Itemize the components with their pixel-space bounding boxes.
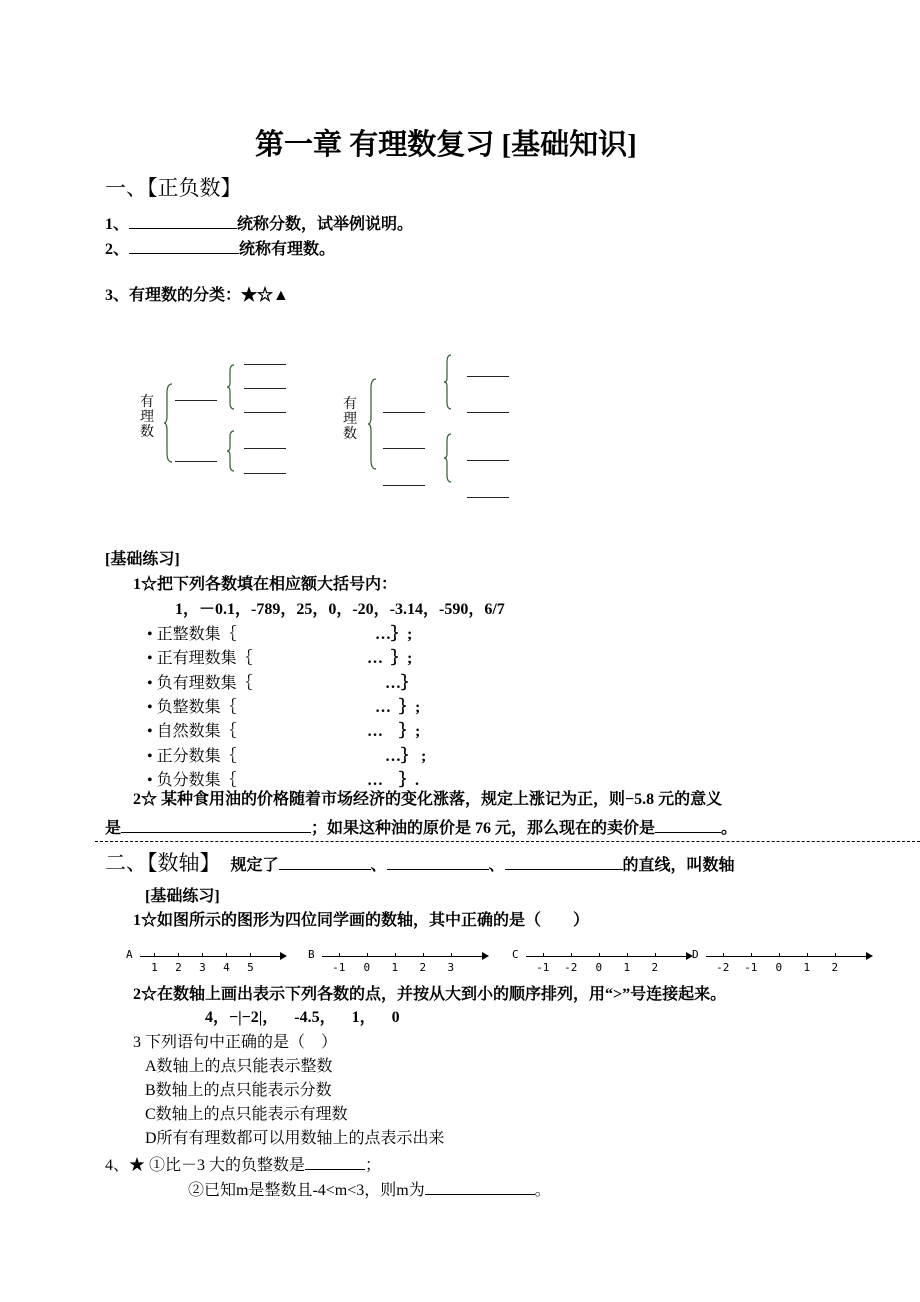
set-name: 正有理数集｛ (156, 650, 253, 668)
answer-blank[interactable] (244, 412, 286, 413)
option-label: C (512, 948, 519, 961)
axis-line (526, 956, 686, 957)
brace-icon (164, 383, 174, 463)
question-3: 3、有理数的分类：★☆▲ (105, 287, 289, 304)
brace-icon (444, 354, 452, 410)
set-end: …｝ ; (385, 747, 427, 765)
tick-label: -1 (332, 961, 346, 974)
answer-blank[interactable] (655, 816, 721, 833)
tick-label: -2 (716, 961, 730, 974)
brace-icon (444, 433, 452, 483)
answer-blank[interactable] (175, 400, 217, 401)
q2-text: 统称有理数。 (239, 241, 336, 258)
tick-mark (423, 953, 424, 957)
q1-number: 1、 (105, 216, 130, 233)
axis-line (322, 956, 482, 957)
option-label: B (308, 948, 315, 961)
answer-blank[interactable] (467, 376, 509, 377)
arrow-icon (482, 952, 489, 960)
text: 。 (534, 1182, 551, 1199)
tick-label: 0 (363, 961, 371, 974)
set-item (147, 649, 413, 669)
tick-label: 1 (623, 961, 631, 974)
diagram-label: 有理数 (343, 396, 357, 442)
bullet: • (147, 698, 157, 716)
tick-label: 4 (223, 961, 230, 974)
set-name: 正整数集｛ (156, 626, 237, 643)
arrow-icon (866, 952, 873, 960)
question-1 (105, 212, 413, 235)
axis-line (140, 956, 280, 957)
text: ②已知m是整数且-4<m<3，则m为 (188, 1182, 425, 1199)
option-label: D (692, 948, 699, 961)
number-line-option-b (308, 946, 498, 976)
tick-label: 0 (775, 961, 783, 974)
answer-blank[interactable] (175, 461, 217, 462)
page-title: 第一章 有理数复习 [基础知识] (255, 129, 637, 161)
tick-mark (154, 953, 155, 957)
tick-label: 3 (199, 961, 206, 974)
question-2 (105, 237, 335, 260)
tick-mark (202, 953, 203, 957)
text: ； (365, 1157, 382, 1174)
bullet: • (147, 674, 157, 692)
answer-blank[interactable] (305, 1153, 365, 1170)
text: 是 (105, 820, 122, 837)
answer-blank[interactable] (121, 816, 311, 833)
set-end: …｝ (385, 674, 418, 692)
option-b: B数轴上的点只能表示分数 (145, 1082, 332, 1099)
tick-label: 2 (831, 961, 839, 974)
text: 。 (721, 820, 738, 837)
option-d: D所有有理数都可以用数轴上的点表示出来 (145, 1130, 445, 1147)
set-end: … ｝; (367, 650, 413, 668)
set-end: … ｝; (375, 698, 421, 716)
answer-blank[interactable] (244, 388, 286, 389)
tick-label: 1 (151, 961, 158, 974)
set-name: 负整数集｛ (156, 698, 237, 716)
tick-label: -2 (564, 961, 578, 974)
tick-mark (250, 953, 251, 957)
bullet: • (147, 747, 157, 765)
tick-mark (655, 953, 656, 957)
text: 、 (370, 857, 387, 874)
answer-blank[interactable] (505, 853, 623, 870)
tick-mark (451, 953, 452, 957)
set-item (147, 747, 427, 767)
set-name: 自然数集｛ (156, 723, 237, 741)
answer-blank[interactable] (425, 1178, 535, 1195)
tick-mark (779, 953, 780, 957)
set-item (147, 771, 420, 791)
text: 4、★ ①比－3 大的负整数是 (105, 1157, 306, 1174)
practice-label: [基础练习] (105, 551, 180, 568)
option-label: A (126, 948, 133, 961)
tick-label: 2 (175, 961, 182, 974)
arrow-icon (280, 952, 287, 960)
text: 、 (488, 857, 505, 874)
answer-blank[interactable] (279, 853, 371, 870)
practice-question-2: 2☆ 某种食用油的价格随着市场经济的变化涨落，规定上涨记为正，则−5.8 元的意义 (133, 791, 723, 808)
tick-label: 3 (447, 961, 455, 974)
section-heading-signed-numbers: 一、【正负数】 (105, 176, 242, 200)
bullet: • (147, 650, 157, 668)
answer-blank[interactable] (383, 448, 425, 449)
bullet: • (147, 626, 157, 643)
tick-mark (807, 953, 808, 957)
set-name: 正分数集｛ (156, 747, 237, 765)
text: ；如果这种油的原价是 76 元，那么现在的卖价是 (311, 820, 656, 837)
practice-question-3: 3 下列语句中正确的是（ ） (133, 1034, 338, 1051)
tick-label: 2 (419, 961, 427, 974)
tick-mark (627, 953, 628, 957)
brace-icon (227, 364, 235, 410)
answer-blank[interactable] (244, 448, 286, 449)
number-list: 1，－0.1，-789，25，0，-20，-3.14，-590，6/7 (175, 601, 505, 618)
q2-number: 2、 (105, 241, 130, 258)
answer-blank[interactable] (244, 364, 286, 365)
tick-label: 2 (651, 961, 659, 974)
practice-question-2: 2☆在数轴上画出表示下列各数的点，并按从大到小的顺序排列，用“>”号连接起来。 (133, 986, 727, 1003)
axis-line (706, 956, 866, 957)
tick-label: 5 (247, 961, 254, 974)
set-name: 负分数集｛ (156, 771, 237, 789)
answer-blank[interactable] (467, 497, 509, 498)
tick-mark (751, 953, 752, 957)
set-end: … ｝; (367, 723, 421, 741)
bullet: • (147, 771, 157, 789)
tick-mark (543, 953, 544, 957)
set-item (147, 698, 421, 718)
tick-mark (723, 953, 724, 957)
tick-label: 1 (803, 961, 811, 974)
tick-mark (835, 953, 836, 957)
tick-label: 1 (391, 961, 399, 974)
option-a: A数轴上的点只能表示整数 (145, 1058, 333, 1075)
text: 的直线，叫数轴 (622, 857, 735, 874)
tick-label: -1 (536, 961, 550, 974)
answer-blank[interactable] (129, 237, 239, 254)
practice-question-1: 1☆如图所示的图形为四位同学画的数轴，其中正确的是（ ） (133, 912, 590, 929)
practice-label: [基础练习] (145, 888, 220, 905)
answer-blank[interactable] (387, 853, 489, 870)
answer-blank[interactable] (383, 485, 425, 486)
answer-blank[interactable] (129, 212, 237, 229)
set-end: …｝; (375, 626, 413, 643)
answer-blank[interactable] (467, 460, 509, 461)
tick-mark (339, 953, 340, 957)
divider (95, 841, 920, 842)
number-line-option-d (692, 946, 882, 976)
answer-blank[interactable] (467, 412, 509, 413)
set-item (147, 625, 413, 645)
tick-mark (178, 953, 179, 957)
number-line-option-c (512, 946, 702, 976)
tick-label: 0 (595, 961, 603, 974)
set-end: … ｝. (367, 771, 420, 789)
section-heading-number-line: 二、【数轴】 (105, 851, 221, 875)
brace-icon (368, 378, 378, 470)
set-name: 负有理数集｛ (156, 674, 253, 692)
q1-text: 统称分数，试举例说明。 (237, 216, 414, 233)
diagram-label: 有理数 (140, 394, 154, 440)
tick-mark (367, 953, 368, 957)
bullet: • (147, 723, 157, 741)
set-item (147, 674, 418, 694)
option-c: C数轴上的点只能表示有理数 (145, 1106, 348, 1123)
tick-mark (571, 953, 572, 957)
answer-blank[interactable] (244, 473, 286, 474)
tick-mark (599, 953, 600, 957)
answer-blank[interactable] (383, 412, 425, 413)
tick-mark (395, 953, 396, 957)
practice-question-4a (105, 1153, 381, 1176)
set-item (147, 722, 421, 742)
tick-mark (226, 953, 227, 957)
text: 规定了 (230, 857, 279, 874)
practice-question-1: 1☆把下列各数填在相应额大括号内： (133, 576, 398, 593)
tick-label: -1 (744, 961, 758, 974)
number-list: 4，−|−2|， -4.5， 1， 0 (205, 1009, 400, 1026)
brace-icon (227, 430, 235, 472)
number-line-option-a (126, 946, 296, 976)
practice-question-2-cont (105, 816, 737, 839)
section-2-heading-line (105, 850, 735, 876)
practice-question-4b (188, 1178, 551, 1201)
